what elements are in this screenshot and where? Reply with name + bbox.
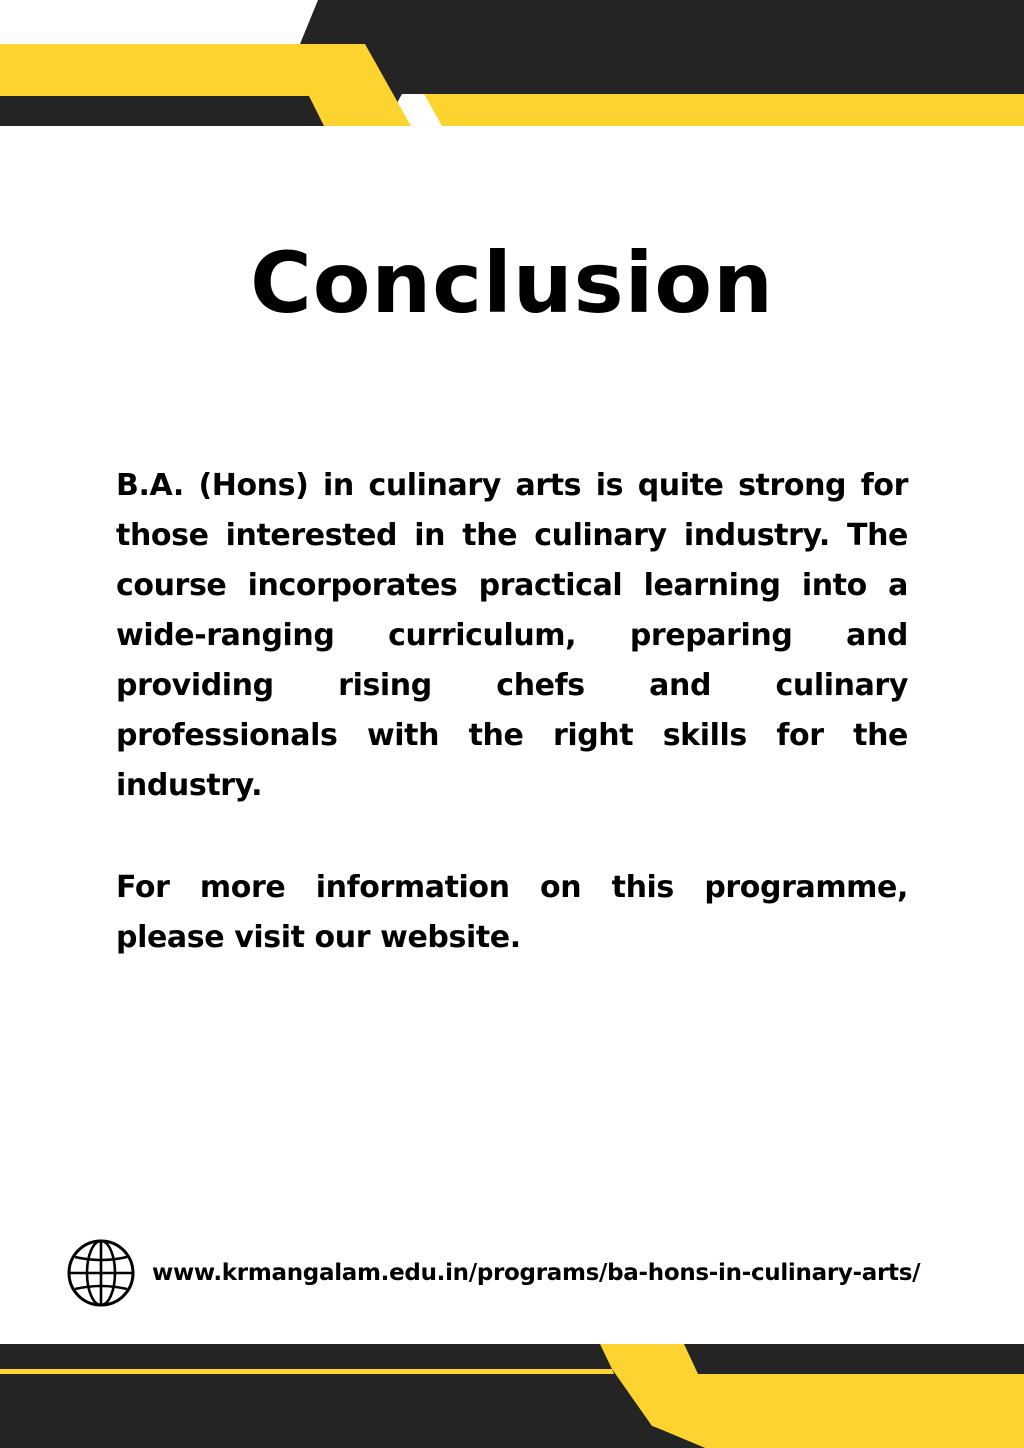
conclusion-paragraph: B.A. (Hons) in culinary arts is quite strong for those interested in the culinary industry. The course incorporates practical learning into a wide-ranging curriculum, preparing and providing rising chefs and culinary professionals with the right skills for the industry. — [116, 468, 908, 803]
globe-icon — [66, 1238, 136, 1308]
page-title: Conclusion — [250, 234, 774, 332]
website-link-row[interactable] — [66, 1238, 986, 1308]
top-yellow-stripe-right — [424, 94, 1024, 126]
bottom-decorative-banner — [0, 1344, 1024, 1448]
more-info-paragraph: For more information on this programme, please visit our website. — [116, 870, 908, 955]
website-url-link[interactable]: www.krmangalam.edu.in/programs/ba-hons-in-culinary-arts/ — [152, 1260, 921, 1286]
bottom-yellow-stripe-left — [0, 1369, 614, 1374]
top-decorative-banner — [0, 0, 1024, 126]
